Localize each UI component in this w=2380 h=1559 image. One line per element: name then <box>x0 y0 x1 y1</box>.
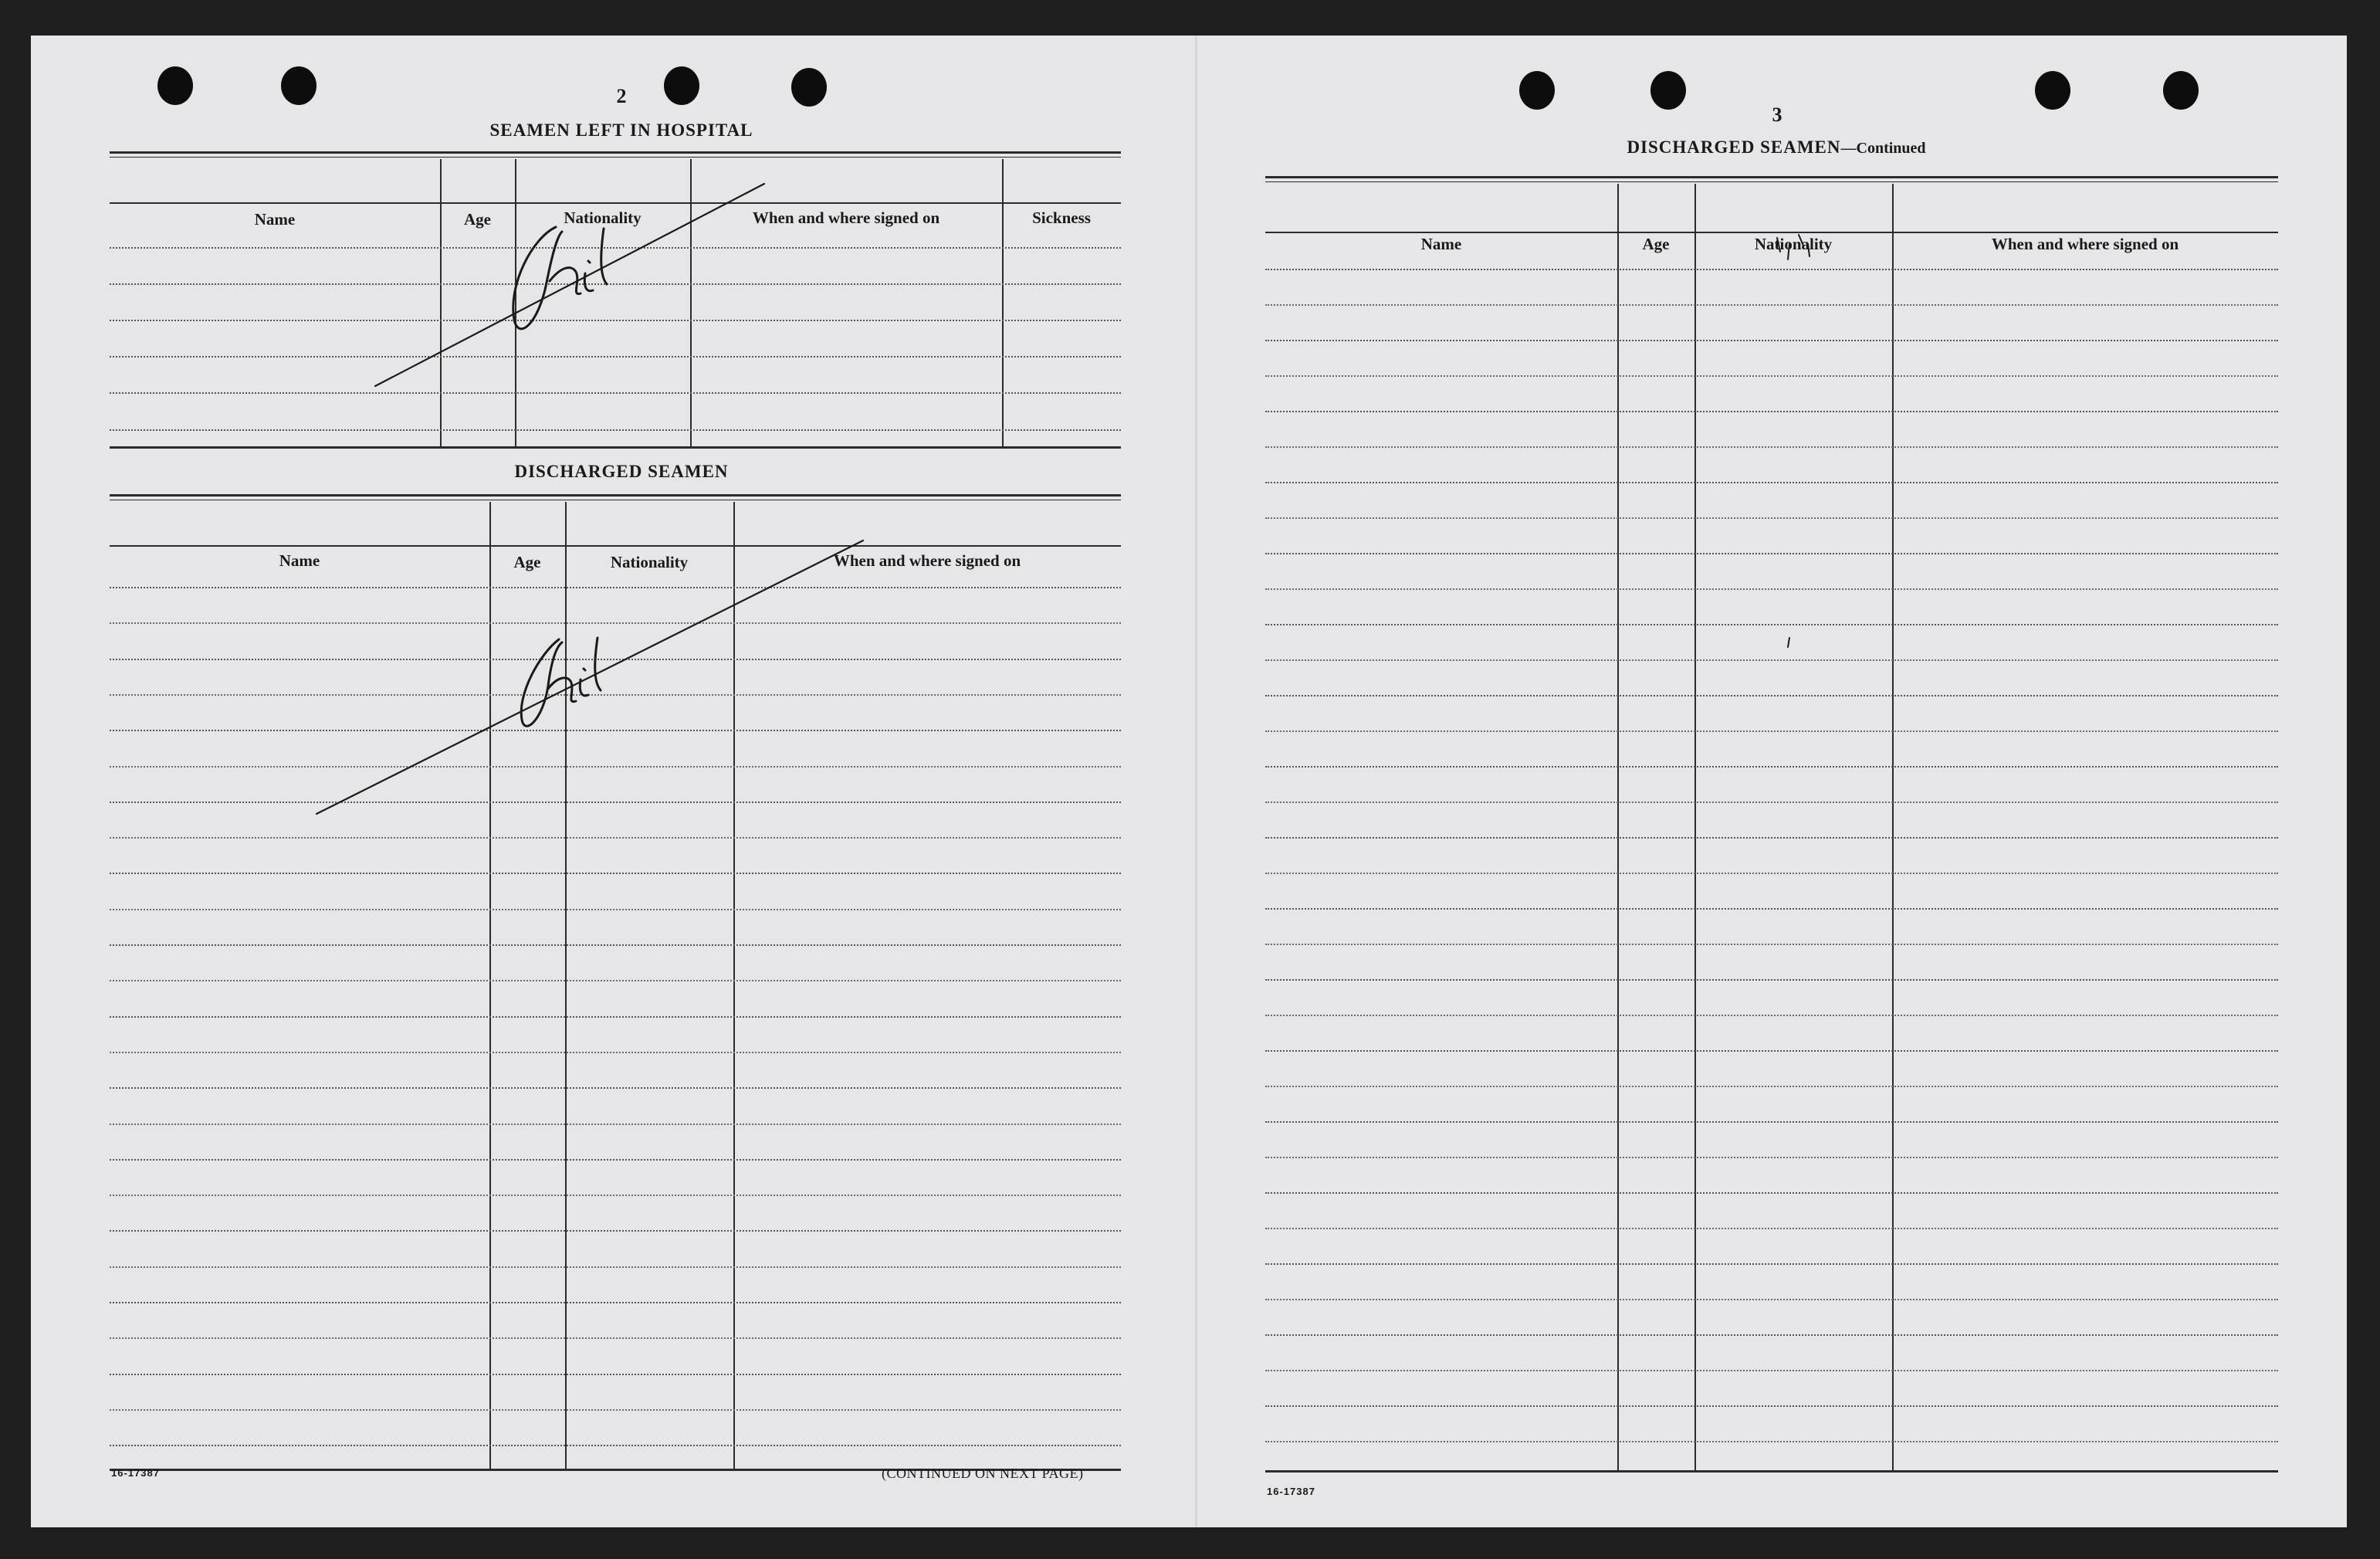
column-header-signed-on: When and where signed on <box>1991 235 2179 253</box>
table-row <box>1265 979 2278 981</box>
page-number: 3 <box>1772 103 1782 126</box>
table-row <box>110 1409 1121 1411</box>
discharged-table <box>110 494 1121 1498</box>
table-row <box>1265 944 2278 945</box>
document-sheet <box>31 36 2347 1527</box>
table-row <box>110 1159 1121 1161</box>
table-row <box>110 909 1121 910</box>
table-row <box>1265 304 2278 306</box>
table-row <box>110 980 1121 981</box>
table-row <box>110 587 1121 588</box>
table-row <box>1265 908 2278 910</box>
table-row <box>1265 873 2278 874</box>
column-header-signed-on: When and where signed on <box>752 208 940 227</box>
table-row <box>1265 517 2278 519</box>
table-row <box>110 1337 1121 1339</box>
table-row <box>1265 446 2278 448</box>
table-row <box>1265 624 2278 625</box>
table-row <box>110 873 1121 874</box>
continued-note: (CONTINUED ON NEXT PAGE) <box>882 1466 1084 1481</box>
table-row <box>110 1266 1121 1268</box>
table-row <box>110 429 1121 431</box>
column-header-sickness: Sickness <box>1032 208 1091 227</box>
table-row <box>1265 1192 2278 1194</box>
table-row <box>1265 1263 2278 1265</box>
hospital-table <box>110 151 1121 487</box>
table-row <box>1265 482 2278 483</box>
table-row <box>110 1016 1121 1018</box>
table-row <box>1265 269 2278 270</box>
table-row <box>1265 1121 2278 1123</box>
table-row <box>110 622 1121 624</box>
table-row <box>1265 1228 2278 1229</box>
table-row <box>110 1087 1121 1089</box>
table-row <box>110 247 1121 249</box>
table-row <box>110 1052 1121 1053</box>
column-header-age: Age <box>513 553 541 571</box>
discharged-continued-table <box>1265 176 2278 1512</box>
table-row <box>1265 802 2278 803</box>
table-row <box>110 320 1121 321</box>
table-row <box>1265 553 2278 554</box>
table-row <box>110 1230 1121 1232</box>
table-row <box>1265 1441 2278 1442</box>
table-row <box>1265 1050 2278 1052</box>
table-row <box>1265 730 2278 732</box>
table-row <box>1265 411 2278 412</box>
table-row <box>1265 1299 2278 1300</box>
table-row <box>1265 375 2278 377</box>
table-row <box>110 944 1121 946</box>
column-header-signed-on: When and where signed on <box>833 551 1021 570</box>
table-row <box>1265 766 2278 768</box>
table-row <box>110 837 1121 839</box>
column-header-age: Age <box>1642 235 1670 253</box>
column-header-name: Name <box>1420 235 1462 253</box>
table-row <box>110 659 1121 660</box>
hospital-section-title: SEAMEN LEFT IN HOSPITAL <box>489 120 753 140</box>
table-row <box>110 1302 1121 1303</box>
table-row <box>110 1445 1121 1446</box>
table-row <box>110 1374 1121 1375</box>
column-header-age: Age <box>464 210 491 229</box>
table-row <box>1265 837 2278 839</box>
table-row <box>1265 1370 2278 1371</box>
section-title-text: DISCHARGED SEAMEN <box>1627 137 1841 157</box>
table-row <box>110 283 1121 285</box>
table-row <box>110 694 1121 696</box>
form-number: 16-17387 <box>1267 1486 1315 1497</box>
table-row <box>1265 1405 2278 1407</box>
table-row <box>110 802 1121 803</box>
table-row <box>1265 588 2278 590</box>
table-row <box>1265 340 2278 341</box>
table-row <box>110 1195 1121 1196</box>
right-page <box>1197 36 2347 1527</box>
section-title-suffix: —Continued <box>1840 140 1926 157</box>
table-row <box>110 356 1121 358</box>
table-row <box>1265 695 2278 696</box>
column-header-nationality: Nationality <box>564 208 642 227</box>
column-header-nationality: Nationality <box>610 553 689 571</box>
table-row <box>1265 1015 2278 1016</box>
table-row <box>110 1123 1121 1125</box>
table-row <box>110 392 1121 394</box>
table-row <box>1265 659 2278 661</box>
column-header-name: Name <box>279 551 320 570</box>
discharged-continued-title <box>1468 137 2085 158</box>
discharged-section-title: DISCHARGED SEAMEN <box>514 462 729 481</box>
table-row <box>1265 1334 2278 1336</box>
table-row <box>1265 1157 2278 1158</box>
column-header-name: Name <box>254 210 296 229</box>
form-number: 16-17387 <box>111 1467 160 1479</box>
left-page <box>31 36 1195 1527</box>
page-number: 2 <box>616 85 627 107</box>
column-header-nationality: Nationality <box>1754 235 1833 253</box>
table-row <box>110 730 1121 731</box>
table-row <box>1265 1086 2278 1087</box>
table-row <box>110 766 1121 768</box>
